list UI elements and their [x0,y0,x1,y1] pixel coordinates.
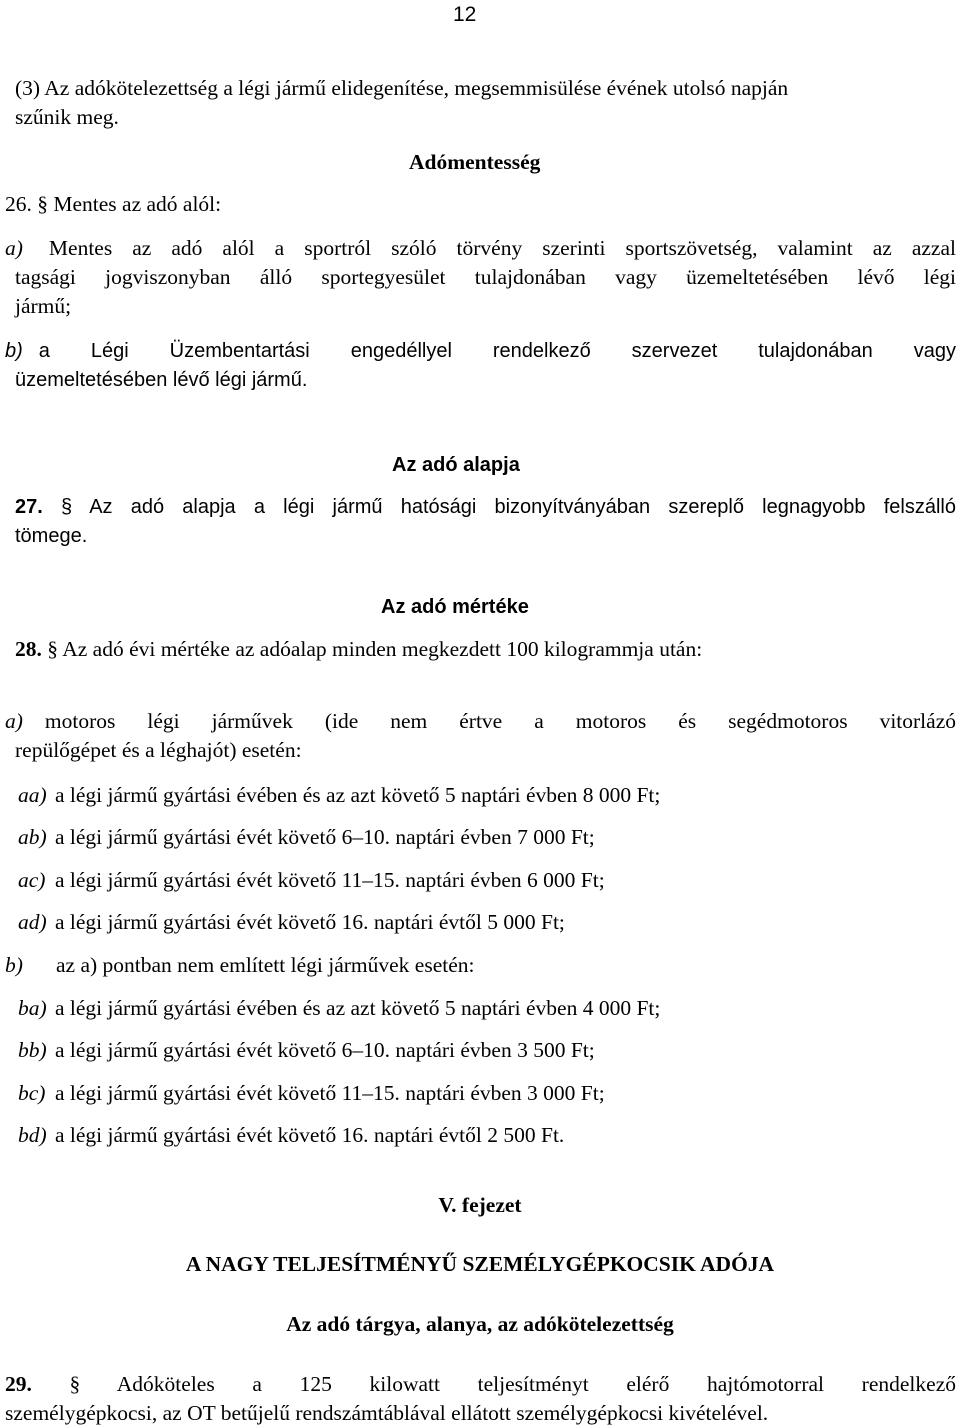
section-28-a-line-1 [5,707,956,736]
section-28-intro-text: Az adó évi mértéke az adóalap minden megkezdett 100 kilogrammja után: [62,637,703,661]
item-label: aa) [18,783,47,807]
list-item-ab [18,823,956,852]
section-27-line-1 [15,493,956,522]
section-28-a-line-2: repülőgépet és a léghajót) esetén: [15,738,302,762]
list-item-ad [18,908,956,937]
item-label: ad) [18,910,47,934]
item-text: a légi jármű gyártási évét követő 6–10. naptári évben 3 500 Ft; [55,1038,595,1062]
section-29-text: Adóköteles a 125 kilowatt teljesítményt elérő hajtómotorral rendelkező [116,1372,956,1396]
heading-exemption: Adómentesség [409,150,541,174]
section-sign: § [61,496,73,518]
paragraph-3-line-1: (3) Az adókötelezettség a légi jármű elidegenítése, megsemmisülése évének utolsó napján [15,76,789,100]
section-26-a-line-3: jármű; [15,294,72,318]
item-text: a légi jármű gyártási évét követő 16. naptári évtől 2 500 Ft. [55,1123,565,1147]
chapter-title: A NAGY TELJESÍTMÉNYŰ SZEMÉLYGÉPKOCSIK ADÓJA [185,1252,775,1276]
section-26-intro-text: Mentes az adó alól: [53,192,222,216]
item-a-text: motoros légi járművek (ide nem értve a motoros és segédmotoros vitorlázó [44,709,956,733]
section-28-b [5,951,956,980]
section-28-intro [15,635,956,664]
item-a-label: a) [5,236,23,260]
item-b-text: a Légi Üzembentartási engedéllyel rendelkező szervezet tulajdonában vagy [38,340,956,362]
section-26-b-line-1 [5,337,956,366]
heading-tax-rate: Az adó mértéke [381,596,529,618]
list-item-aa [18,781,956,810]
item-text: a légi jármű gyártási évét követő 11–15. naptári évben 6 000 Ft; [55,868,605,892]
item-label: bc) [18,1081,46,1105]
item-b-label: b) [5,340,23,362]
section-sign: § [37,192,48,216]
section-26-b-line-2: üzemeltetésében lévő légi jármű. [15,369,308,391]
item-b-label: b) [5,953,23,977]
item-text: a légi jármű gyártási évét követő 11–15. naptári évben 3 000 Ft; [55,1081,605,1105]
section-27-number: 27. [15,496,43,518]
section-26-intro [5,190,956,219]
item-label: bb) [18,1038,47,1062]
page-number: 12 [453,3,477,26]
section-sign: § [69,1372,81,1396]
list-item-bd [18,1121,956,1150]
item-b-text: az a) pontban nem említett légi járművek esetén: [56,953,475,977]
section-26-a-line-1 [5,234,956,263]
section-28-number: 28. [15,637,42,661]
section-29-line-2: személygépkocsi, az OT betűjelű rendszámtáblával ellátott személygépkocsi kivételével. [5,1401,769,1425]
item-text: a légi jármű gyártási évében és az azt követő 5 naptári évben 8 000 Ft; [55,783,661,807]
list-item-bb [18,1036,956,1065]
item-a-label: a) [5,709,23,733]
section-26-a-line-2: tagsági jogviszonyban álló sportegyesület tulajdonában vagy üzemeltetésében lévő légi [15,265,956,289]
list-item-bc [18,1079,956,1108]
item-label: ab) [18,825,47,849]
section-27-line-2: tömege. [15,525,88,547]
paragraph-3-line-2: szűnik meg. [15,105,119,129]
list-item-ba [18,994,956,1023]
list-item-ac [18,866,956,895]
heading-tax-base: Az adó alapja [392,454,520,476]
chapter-number: V. fejezet [438,1193,522,1217]
heading-subject: Az adó tárgya, alanya, az adókötelezettség [286,1312,674,1336]
section-27-text: Az adó alapja a légi jármű hatósági bizonyítványában szereplő legnagyobb felszálló [89,496,956,518]
item-text: a légi jármű gyártási évét követő 6–10. naptári évben 7 000 Ft; [55,825,595,849]
item-text: a légi jármű gyártási évét követő 16. naptári évtől 5 000 Ft; [55,910,565,934]
item-label: bd) [18,1123,47,1147]
section-26-number: 26. [5,192,32,216]
section-29-number: 29. [5,1372,32,1396]
item-a-text: Mentes az adó alól a sportról szóló törvény szerinti sportszövetség, valamint az azzal [48,236,956,260]
item-label: ac) [18,868,46,892]
item-label: ba) [18,996,47,1020]
section-29-line-1 [5,1370,956,1399]
section-sign: § [47,637,58,661]
item-text: a légi jármű gyártási évében és az azt követő 5 naptári évben 4 000 Ft; [55,996,661,1020]
